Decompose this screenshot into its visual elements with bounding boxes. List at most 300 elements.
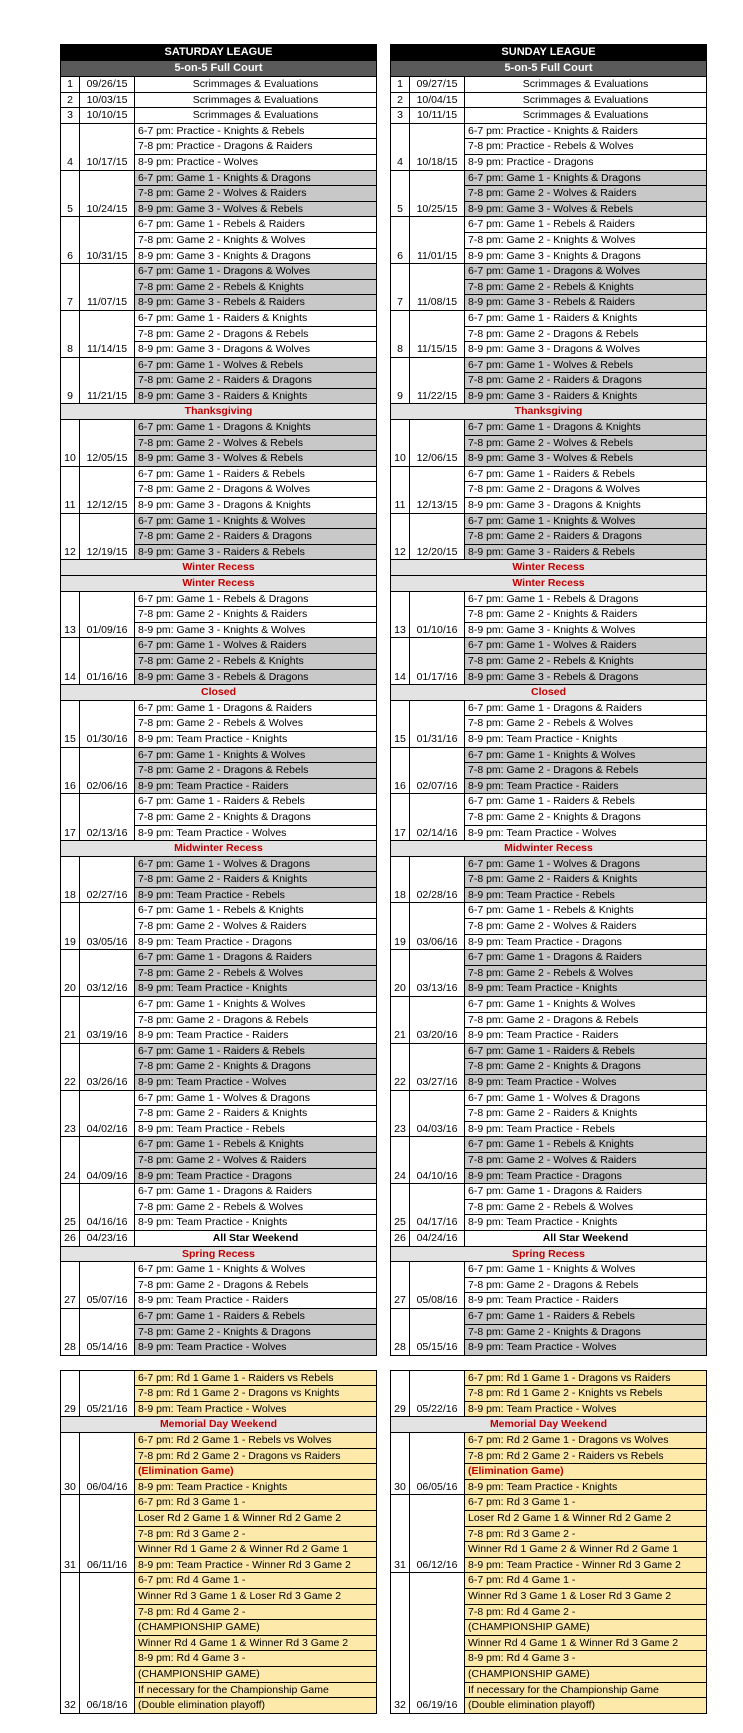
- week-date: 02/14/16: [410, 794, 465, 841]
- saturday-league: [60, 44, 377, 1714]
- week-date: 06/19/16: [410, 1573, 465, 1713]
- week-date: 02/13/16: [80, 794, 135, 841]
- schedule-entry: 7-8 pm: Game 2 - Knights & Dragons: [135, 809, 377, 825]
- week-date: 03/12/16: [80, 950, 135, 997]
- schedule-row: [391, 1308, 707, 1324]
- schedule-entry: Scrimmages & Evaluations: [135, 92, 377, 108]
- recess-label: Closed: [391, 685, 707, 701]
- schedule-entry: 6-7 pm: Game 1 - Rebels & Dragons: [465, 591, 707, 607]
- schedule-entry: 8-9 pm: Team Practice - Knights: [465, 731, 707, 747]
- schedule-entry: 7-8 pm: Game 2 - Wolves & Raiders: [135, 1152, 377, 1168]
- recess-label: Memorial Day Weekend: [61, 1417, 377, 1433]
- week-number: 1: [391, 77, 410, 93]
- saturday-league-subtitle: 5-on-5 Full Court: [60, 60, 377, 76]
- schedule-entry: 8-9 pm: Game 3 - Knights & Dragons: [135, 248, 377, 264]
- recess-row: [391, 576, 707, 592]
- week-date: 02/28/16: [410, 856, 465, 903]
- saturday-playoff-table: [60, 1370, 377, 1714]
- schedule-entry: 7-8 pm: Rd 4 Game 2 -: [135, 1604, 377, 1620]
- week-number: 25: [391, 1184, 410, 1231]
- schedule-entry: 7-8 pm: Game 2 - Knights & Dragons: [465, 1059, 707, 1075]
- recess-label: Winter Recess: [61, 560, 377, 576]
- schedule-entry: 8-9 pm: Team Practice - Knights: [465, 1479, 707, 1495]
- saturday-league-title: SATURDAY LEAGUE: [60, 44, 377, 60]
- schedule-entry: 8-9 pm: Team Practice - Raiders: [135, 778, 377, 794]
- schedule-entry: 8-9 pm: Team Practice - Rebels: [135, 1121, 377, 1137]
- schedule-entry: 7-8 pm: Rd 1 Game 2 - Knights vs Rebels: [465, 1386, 707, 1402]
- week-number: 4: [61, 123, 80, 170]
- schedule-row: [391, 92, 707, 108]
- schedule-entry: 6-7 pm: Game 1 - Dragons & Raiders: [135, 950, 377, 966]
- week-number: 16: [391, 747, 410, 794]
- week-number: 3: [391, 108, 410, 124]
- week-number: 31: [391, 1495, 410, 1573]
- schedule-entry: 8-9 pm: Team Practice - Dragons: [135, 934, 377, 950]
- schedule-entry: 7-8 pm: Game 2 - Dragons & Rebels: [465, 326, 707, 342]
- week-date: 02/06/16: [80, 747, 135, 794]
- week-date: 11/08/15: [410, 264, 465, 311]
- schedule-entry: 6-7 pm: Game 1 - Wolves & Dragons: [135, 1090, 377, 1106]
- schedule-entry: 7-8 pm: Game 2 - Dragons & Rebels: [135, 326, 377, 342]
- week-date: 10/24/15: [80, 170, 135, 217]
- schedule-row: [391, 1433, 707, 1449]
- schedule-row: [391, 1090, 707, 1106]
- week-number: 11: [61, 466, 80, 513]
- week-date: 04/24/16: [410, 1230, 465, 1246]
- schedule-entry: Loser Rd 2 Game 1 & Winner Rd 2 Game 2: [135, 1511, 377, 1527]
- schedule-entry: (Elimination Game): [135, 1464, 377, 1480]
- schedule-entry: Scrimmages & Evaluations: [135, 108, 377, 124]
- week-date: 01/17/16: [410, 638, 465, 685]
- schedule-row: [61, 1308, 377, 1324]
- week-number: 2: [391, 92, 410, 108]
- recess-row: [61, 404, 377, 420]
- week-number: 1: [61, 77, 80, 93]
- week-number: 21: [61, 997, 80, 1044]
- week-number: 26: [61, 1230, 80, 1246]
- schedule-row: [61, 950, 377, 966]
- schedule-entry: 7-8 pm: Game 2 - Dragons & Rebels: [135, 1012, 377, 1028]
- week-date: 04/16/16: [80, 1184, 135, 1231]
- week-number: 30: [391, 1433, 410, 1495]
- schedule-row: [391, 794, 707, 810]
- schedule-entry: 7-8 pm: Game 2 - Raiders & Knights: [135, 1106, 377, 1122]
- schedule-entry: 7-8 pm: Game 2 - Knights & Dragons: [465, 1324, 707, 1340]
- schedule-row: [61, 357, 377, 373]
- week-date: 04/17/16: [410, 1184, 465, 1231]
- week-number: 32: [391, 1573, 410, 1713]
- schedule-entry: 6-7 pm: Game 1 - Knights & Wolves: [135, 747, 377, 763]
- week-date: 01/16/16: [80, 638, 135, 685]
- week-date: 05/21/16: [80, 1370, 135, 1417]
- schedule-entry: 8-9 pm: Game 3 - Rebels & Raiders: [135, 295, 377, 311]
- week-date: 12/06/15: [410, 420, 465, 467]
- schedule-entry: 8-9 pm: Team Practice - Wolves: [465, 1340, 707, 1356]
- schedule-entry: 7-8 pm: Game 2 - Rebels & Wolves: [465, 1199, 707, 1215]
- schedule-entry: 6-7 pm: Game 1 - Raiders & Rebels: [135, 794, 377, 810]
- week-number: 20: [61, 950, 80, 997]
- saturday-regular-table: [60, 76, 377, 1356]
- schedule-entry: Scrimmages & Evaluations: [465, 92, 707, 108]
- schedule-row: [391, 997, 707, 1013]
- schedule-entry: 6-7 pm: Game 1 - Raiders & Rebels: [135, 1043, 377, 1059]
- schedule-entry: 6-7 pm: Game 1 - Raiders & Rebels: [135, 466, 377, 482]
- week-number: 9: [391, 357, 410, 404]
- schedule-entry: 6-7 pm: Rd 3 Game 1 -: [135, 1495, 377, 1511]
- schedule-row: [391, 217, 707, 233]
- schedule-entry: 6-7 pm: Game 1 - Wolves & Rebels: [135, 357, 377, 373]
- schedule-entry: 7-8 pm: Game 2 - Dragons & Wolves: [465, 482, 707, 498]
- week-number: 27: [61, 1262, 80, 1309]
- schedule-row: [61, 591, 377, 607]
- recess-row: [61, 685, 377, 701]
- recess-row: [391, 685, 707, 701]
- schedule-entry: Winner Rd 4 Game 1 & Winner Rd 3 Game 2: [135, 1635, 377, 1651]
- schedule-entry: 8-9 pm: Team Practice - Raiders: [465, 778, 707, 794]
- schedule-row: [61, 903, 377, 919]
- schedule-entry: 8-9 pm: Team Practice - Winner Rd 3 Game 2: [465, 1557, 707, 1573]
- schedule-entry: 8-9 pm: Team Practice - Wolves: [465, 1075, 707, 1091]
- week-number: 18: [391, 856, 410, 903]
- week-number: 31: [61, 1495, 80, 1573]
- schedule-entry: 8-9 pm: Game 3 - Raiders & Knights: [135, 388, 377, 404]
- week-date: 04/03/16: [410, 1090, 465, 1137]
- schedule-entry: 8-9 pm: Team Practice - Dragons: [135, 1168, 377, 1184]
- schedule-entry: 6-7 pm: Game 1 - Knights & Wolves: [465, 513, 707, 529]
- schedule-entry: 6-7 pm: Game 1 - Dragons & Raiders: [465, 1184, 707, 1200]
- week-number: 9: [61, 357, 80, 404]
- schedule-row: [61, 794, 377, 810]
- week-date: 05/07/16: [80, 1262, 135, 1309]
- schedule-entry: 8-9 pm: Game 3 - Knights & Dragons: [465, 248, 707, 264]
- week-number: 6: [391, 217, 410, 264]
- week-date: 11/07/15: [80, 264, 135, 311]
- week-date: 06/05/16: [410, 1433, 465, 1495]
- schedule-entry: 8-9 pm: Game 3 - Rebels & Dragons: [135, 669, 377, 685]
- week-date: 12/20/15: [410, 513, 465, 560]
- week-number: 24: [61, 1137, 80, 1184]
- schedule-row: [61, 700, 377, 716]
- schedule-entry: 7-8 pm: Game 2 - Rebels & Wolves: [135, 1199, 377, 1215]
- week-date: 01/30/16: [80, 700, 135, 747]
- schedule-row: [61, 1090, 377, 1106]
- schedule-entry: Loser Rd 2 Game 1 & Winner Rd 2 Game 2: [465, 1511, 707, 1527]
- recess-row: [61, 560, 377, 576]
- schedule-entry: 8-9 pm: Team Practice - Rebels: [465, 887, 707, 903]
- schedule-row: [61, 108, 377, 124]
- week-number: 3: [61, 108, 80, 124]
- week-number: 17: [391, 794, 410, 841]
- week-date: 11/22/15: [410, 357, 465, 404]
- schedule-entry: 8-9 pm: Rd 4 Game 3 -: [135, 1651, 377, 1667]
- schedule-entry: 7-8 pm: Game 2 - Raiders & Knights: [465, 872, 707, 888]
- sunday-league-title: SUNDAY LEAGUE: [390, 44, 707, 60]
- schedule-entry: 6-7 pm: Game 1 - Wolves & Rebels: [465, 357, 707, 373]
- week-date: 03/05/16: [80, 903, 135, 950]
- recess-label: Thanksgiving: [61, 404, 377, 420]
- schedule-row: [61, 310, 377, 326]
- week-number: 18: [61, 856, 80, 903]
- schedule-entry: 7-8 pm: Game 2 - Raiders & Dragons: [135, 529, 377, 545]
- schedule-entry: 8-9 pm: Game 3 - Wolves & Rebels: [465, 451, 707, 467]
- week-date: 12/05/15: [80, 420, 135, 467]
- recess-label: Spring Recess: [391, 1246, 707, 1262]
- week-date: 06/04/16: [80, 1433, 135, 1495]
- schedule-entry: 8-9 pm: Team Practice - Raiders: [465, 1028, 707, 1044]
- schedule-entry: 6-7 pm: Game 1 - Knights & Wolves: [465, 1262, 707, 1278]
- schedule-entry: 8-9 pm: Game 3 - Knights & Wolves: [135, 622, 377, 638]
- schedule-entry: 8-9 pm: Rd 4 Game 3 -: [465, 1651, 707, 1667]
- schedule-entry: 6-7 pm: Game 1 - Dragons & Raiders: [465, 700, 707, 716]
- week-number: 29: [391, 1370, 410, 1417]
- recess-row: [61, 576, 377, 592]
- schedule-entry: 7-8 pm: Game 2 - Raiders & Knights: [135, 872, 377, 888]
- schedule-entry: 7-8 pm: Game 2 - Raiders & Dragons: [465, 373, 707, 389]
- week-number: 10: [61, 420, 80, 467]
- recess-label: Midwinter Recess: [391, 841, 707, 857]
- schedule-entry: 8-9 pm: Team Practice - Knights: [135, 1215, 377, 1231]
- sunday-league-subtitle: 5-on-5 Full Court: [390, 60, 707, 76]
- week-number: 12: [61, 513, 80, 560]
- week-date: 04/02/16: [80, 1090, 135, 1137]
- week-number: 19: [391, 903, 410, 950]
- week-date: 12/19/15: [80, 513, 135, 560]
- schedule-entry: 6-7 pm: Practice - Knights & Rebels: [135, 123, 377, 139]
- week-number: 25: [61, 1184, 80, 1231]
- week-date: 10/03/15: [80, 92, 135, 108]
- week-date: 01/10/16: [410, 591, 465, 638]
- schedule-row: [61, 264, 377, 280]
- schedule-entry: 6-7 pm: Game 1 - Raiders & Knights: [135, 310, 377, 326]
- week-number: 6: [61, 217, 80, 264]
- week-date: 04/09/16: [80, 1137, 135, 1184]
- schedule-row: [391, 264, 707, 280]
- schedule-entry: 6-7 pm: Game 1 - Rebels & Raiders: [465, 217, 707, 233]
- week-date: 12/12/15: [80, 466, 135, 513]
- recess-label: Winter Recess: [391, 560, 707, 576]
- recess-label: Thanksgiving: [391, 404, 707, 420]
- schedule-entry: 7-8 pm: Game 2 - Dragons & Rebels: [465, 763, 707, 779]
- recess-row: [391, 1246, 707, 1262]
- schedule-entry: 6-7 pm: Practice - Knights & Raiders: [465, 123, 707, 139]
- week-date: 10/25/15: [410, 170, 465, 217]
- week-number: 5: [391, 170, 410, 217]
- schedule-row: [391, 357, 707, 373]
- schedule-entry: 6-7 pm: Game 1 - Rebels & Knights: [465, 1137, 707, 1153]
- schedule-entry: 7-8 pm: Practice - Rebels & Wolves: [465, 139, 707, 155]
- schedule-entry: 6-7 pm: Game 1 - Rebels & Knights: [135, 1137, 377, 1153]
- schedule-row: [61, 638, 377, 654]
- schedule-entry: 7-8 pm: Game 2 - Wolves & Raiders: [465, 1152, 707, 1168]
- schedule-entry: 6-7 pm: Game 1 - Wolves & Raiders: [135, 638, 377, 654]
- schedule-entry: 7-8 pm: Rd 1 Game 2 - Dragons vs Knights: [135, 1386, 377, 1402]
- schedule-entry: 6-7 pm: Game 1 - Raiders & Rebels: [465, 466, 707, 482]
- schedule-row: [391, 77, 707, 93]
- schedule-row: [61, 1370, 377, 1386]
- schedule-entry: 6-7 pm: Game 1 - Dragons & Wolves: [465, 264, 707, 280]
- recess-label: Closed: [61, 685, 377, 701]
- schedule-row: [391, 591, 707, 607]
- schedule-entry: 8-9 pm: Team Practice - Wolves: [135, 1401, 377, 1417]
- schedule-row: [391, 856, 707, 872]
- schedule-entry: 7-8 pm: Game 2 - Wolves & Raiders: [465, 919, 707, 935]
- schedule-row: [61, 1043, 377, 1059]
- schedule-entry: 8-9 pm: Team Practice - Knights: [135, 1479, 377, 1495]
- schedule-entry: 8-9 pm: Team Practice - Knights: [135, 731, 377, 747]
- week-number: 23: [61, 1090, 80, 1137]
- schedule-entry: 6-7 pm: Rd 4 Game 1 -: [135, 1573, 377, 1589]
- week-date: 10/18/15: [410, 123, 465, 170]
- schedule-row: [61, 997, 377, 1013]
- schedule-entry: Winner Rd 4 Game 1 & Winner Rd 3 Game 2: [465, 1635, 707, 1651]
- schedule-entry: 6-7 pm: Game 1 - Dragons & Knights: [465, 420, 707, 436]
- schedule-entry: 8-9 pm: Team Practice - Wolves: [135, 1075, 377, 1091]
- schedule-entry: 8-9 pm: Game 3 - Wolves & Rebels: [465, 201, 707, 217]
- schedule-entry: 7-8 pm: Game 2 - Raiders & Dragons: [135, 373, 377, 389]
- recess-label: Spring Recess: [61, 1246, 377, 1262]
- schedule-entry: 8-9 pm: Game 3 - Raiders & Knights: [465, 388, 707, 404]
- week-number: 21: [391, 997, 410, 1044]
- schedule-entry: 8-9 pm: Game 3 - Raiders & Rebels: [465, 544, 707, 560]
- recess-label: Memorial Day Weekend: [391, 1417, 707, 1433]
- week-date: 03/26/16: [80, 1043, 135, 1090]
- schedule-row: [391, 950, 707, 966]
- week-number: 20: [391, 950, 410, 997]
- schedule-entry: 8-9 pm: Game 3 - Wolves & Rebels: [135, 201, 377, 217]
- week-date: 10/17/15: [80, 123, 135, 170]
- schedule-entry: Scrimmages & Evaluations: [135, 77, 377, 93]
- schedule-entry: 6-7 pm: Game 1 - Dragons & Raiders: [465, 950, 707, 966]
- recess-label: Winter Recess: [391, 576, 707, 592]
- schedule-entry: 6-7 pm: Game 1 - Raiders & Rebels: [135, 1308, 377, 1324]
- schedule-entry: 8-9 pm: Team Practice - Rebels: [135, 887, 377, 903]
- schedule-entry: 7-8 pm: Game 2 - Wolves & Raiders: [135, 186, 377, 202]
- schedule-row: [391, 420, 707, 436]
- week-date: 10/04/15: [410, 92, 465, 108]
- schedule-row: [391, 123, 707, 139]
- schedule-entry: Winner Rd 3 Game 1 & Loser Rd 3 Game 2: [465, 1589, 707, 1605]
- schedule-entry: 7-8 pm: Game 2 - Dragons & Rebels: [135, 763, 377, 779]
- schedule-row: [391, 1043, 707, 1059]
- schedule-entry: 7-8 pm: Game 2 - Knights & Raiders: [465, 607, 707, 623]
- week-date: 03/13/16: [410, 950, 465, 997]
- schedule-row: [61, 466, 377, 482]
- week-date: 05/22/16: [410, 1370, 465, 1417]
- schedule-entry: 7-8 pm: Game 2 - Wolves & Rebels: [465, 435, 707, 451]
- schedule-row: [391, 310, 707, 326]
- schedule-entry: 8-9 pm: Game 3 - Dragons & Wolves: [465, 342, 707, 358]
- schedule-entry: 6-7 pm: Game 1 - Knights & Dragons: [465, 170, 707, 186]
- week-number: 5: [61, 170, 80, 217]
- schedule-entry: 8-9 pm: Practice - Dragons: [465, 154, 707, 170]
- schedule-row: [391, 1184, 707, 1200]
- schedule-entry: 7-8 pm: Game 2 - Dragons & Rebels: [465, 1012, 707, 1028]
- week-date: 02/27/16: [80, 856, 135, 903]
- schedule-row: [61, 1184, 377, 1200]
- recess-label: Midwinter Recess: [61, 841, 377, 857]
- schedule-entry: 6-7 pm: Game 1 - Wolves & Dragons: [135, 856, 377, 872]
- week-date: 12/13/15: [410, 466, 465, 513]
- schedule-entry: 8-9 pm: Team Practice - Raiders: [135, 1028, 377, 1044]
- schedule-entry: 8-9 pm: Game 3 - Rebels & Raiders: [465, 295, 707, 311]
- recess-row: [391, 1417, 707, 1433]
- schedule-entry: Winner Rd 3 Game 1 & Loser Rd 3 Game 2: [135, 1589, 377, 1605]
- schedule-row: [61, 77, 377, 93]
- schedule-row: [391, 513, 707, 529]
- schedule-entry: 6-7 pm: Game 1 - Knights & Wolves: [135, 997, 377, 1013]
- schedule-entry: 7-8 pm: Rd 2 Game 2 - Raiders vs Rebels: [465, 1448, 707, 1464]
- schedule-row: [391, 700, 707, 716]
- schedule-entry: (CHAMPIONSHIP GAME): [135, 1666, 377, 1682]
- schedule-entry: 7-8 pm: Game 2 - Rebels & Wolves: [135, 716, 377, 732]
- week-number: 17: [61, 794, 80, 841]
- week-number: 2: [61, 92, 80, 108]
- schedule-entry: (CHAMPIONSHIP GAME): [465, 1666, 707, 1682]
- week-number: 27: [391, 1262, 410, 1309]
- schedule-row: [391, 1370, 707, 1386]
- recess-row: [391, 560, 707, 576]
- week-date: 04/23/16: [80, 1230, 135, 1246]
- schedule-entry: 7-8 pm: Game 2 - Wolves & Raiders: [465, 186, 707, 202]
- schedule-entry: 6-7 pm: Game 1 - Dragons & Wolves: [135, 264, 377, 280]
- schedule-entry: 6-7 pm: Game 1 - Dragons & Raiders: [135, 700, 377, 716]
- schedule-entry: If necessary for the Championship Game: [465, 1682, 707, 1698]
- week-number: 26: [391, 1230, 410, 1246]
- schedule-entry: 8-9 pm: Game 3 - Knights & Wolves: [465, 622, 707, 638]
- schedule-entry: 6-7 pm: Rd 2 Game 1 - Rebels vs Wolves: [135, 1433, 377, 1449]
- schedule-row: [391, 466, 707, 482]
- schedule-entry: 8-9 pm: Team Practice - Dragons: [465, 1168, 707, 1184]
- schedule-row: [61, 747, 377, 763]
- schedule-entry: 8-9 pm: Team Practice - Dragons: [465, 934, 707, 950]
- schedule-entry: 7-8 pm: Game 2 - Rebels & Knights: [135, 653, 377, 669]
- schedule-entry: 8-9 pm: Team Practice - Knights: [465, 981, 707, 997]
- week-date: 01/31/16: [410, 700, 465, 747]
- schedule-entry: 8-9 pm: Game 3 - Wolves & Rebels: [135, 451, 377, 467]
- week-date: 11/14/15: [80, 310, 135, 357]
- week-number: 14: [61, 638, 80, 685]
- schedule-entry: 8-9 pm: Game 3 - Dragons & Knights: [135, 498, 377, 514]
- week-number: 13: [61, 591, 80, 638]
- schedule-row: [391, 747, 707, 763]
- week-number: 22: [61, 1043, 80, 1090]
- schedule-entry: 7-8 pm: Game 2 - Rebels & Knights: [465, 279, 707, 295]
- schedule-row: [61, 420, 377, 436]
- schedule-entry: 6-7 pm: Game 1 - Raiders & Rebels: [465, 794, 707, 810]
- schedule-entry: 7-8 pm: Rd 2 Game 2 - Dragons vs Raiders: [135, 1448, 377, 1464]
- schedule-row: [61, 123, 377, 139]
- schedule-row: [61, 513, 377, 529]
- week-number: 15: [61, 700, 80, 747]
- schedule-entry: (Double elimination playoff): [465, 1698, 707, 1714]
- schedule-entry: 6-7 pm: Rd 4 Game 1 -: [465, 1573, 707, 1589]
- schedule-entry: (Elimination Game): [465, 1464, 707, 1480]
- week-date: 04/10/16: [410, 1137, 465, 1184]
- week-date: 05/08/16: [410, 1262, 465, 1309]
- schedule-entry: 7-8 pm: Game 2 - Raiders & Knights: [465, 1106, 707, 1122]
- schedule-row: [391, 1137, 707, 1153]
- schedule-entry: 8-9 pm: Game 3 - Dragons & Knights: [465, 498, 707, 514]
- week-date: 03/27/16: [410, 1043, 465, 1090]
- week-number: 23: [391, 1090, 410, 1137]
- schedule-entry: 6-7 pm: Game 1 - Knights & Dragons: [135, 170, 377, 186]
- schedule-row: [61, 1230, 377, 1246]
- week-number: 14: [391, 638, 410, 685]
- schedule-row: [61, 1137, 377, 1153]
- schedule-row: [61, 1262, 377, 1278]
- schedule-row: [391, 1495, 707, 1511]
- schedule-entry: 6-7 pm: Rd 1 Game 1 - Dragons vs Raiders: [465, 1370, 707, 1386]
